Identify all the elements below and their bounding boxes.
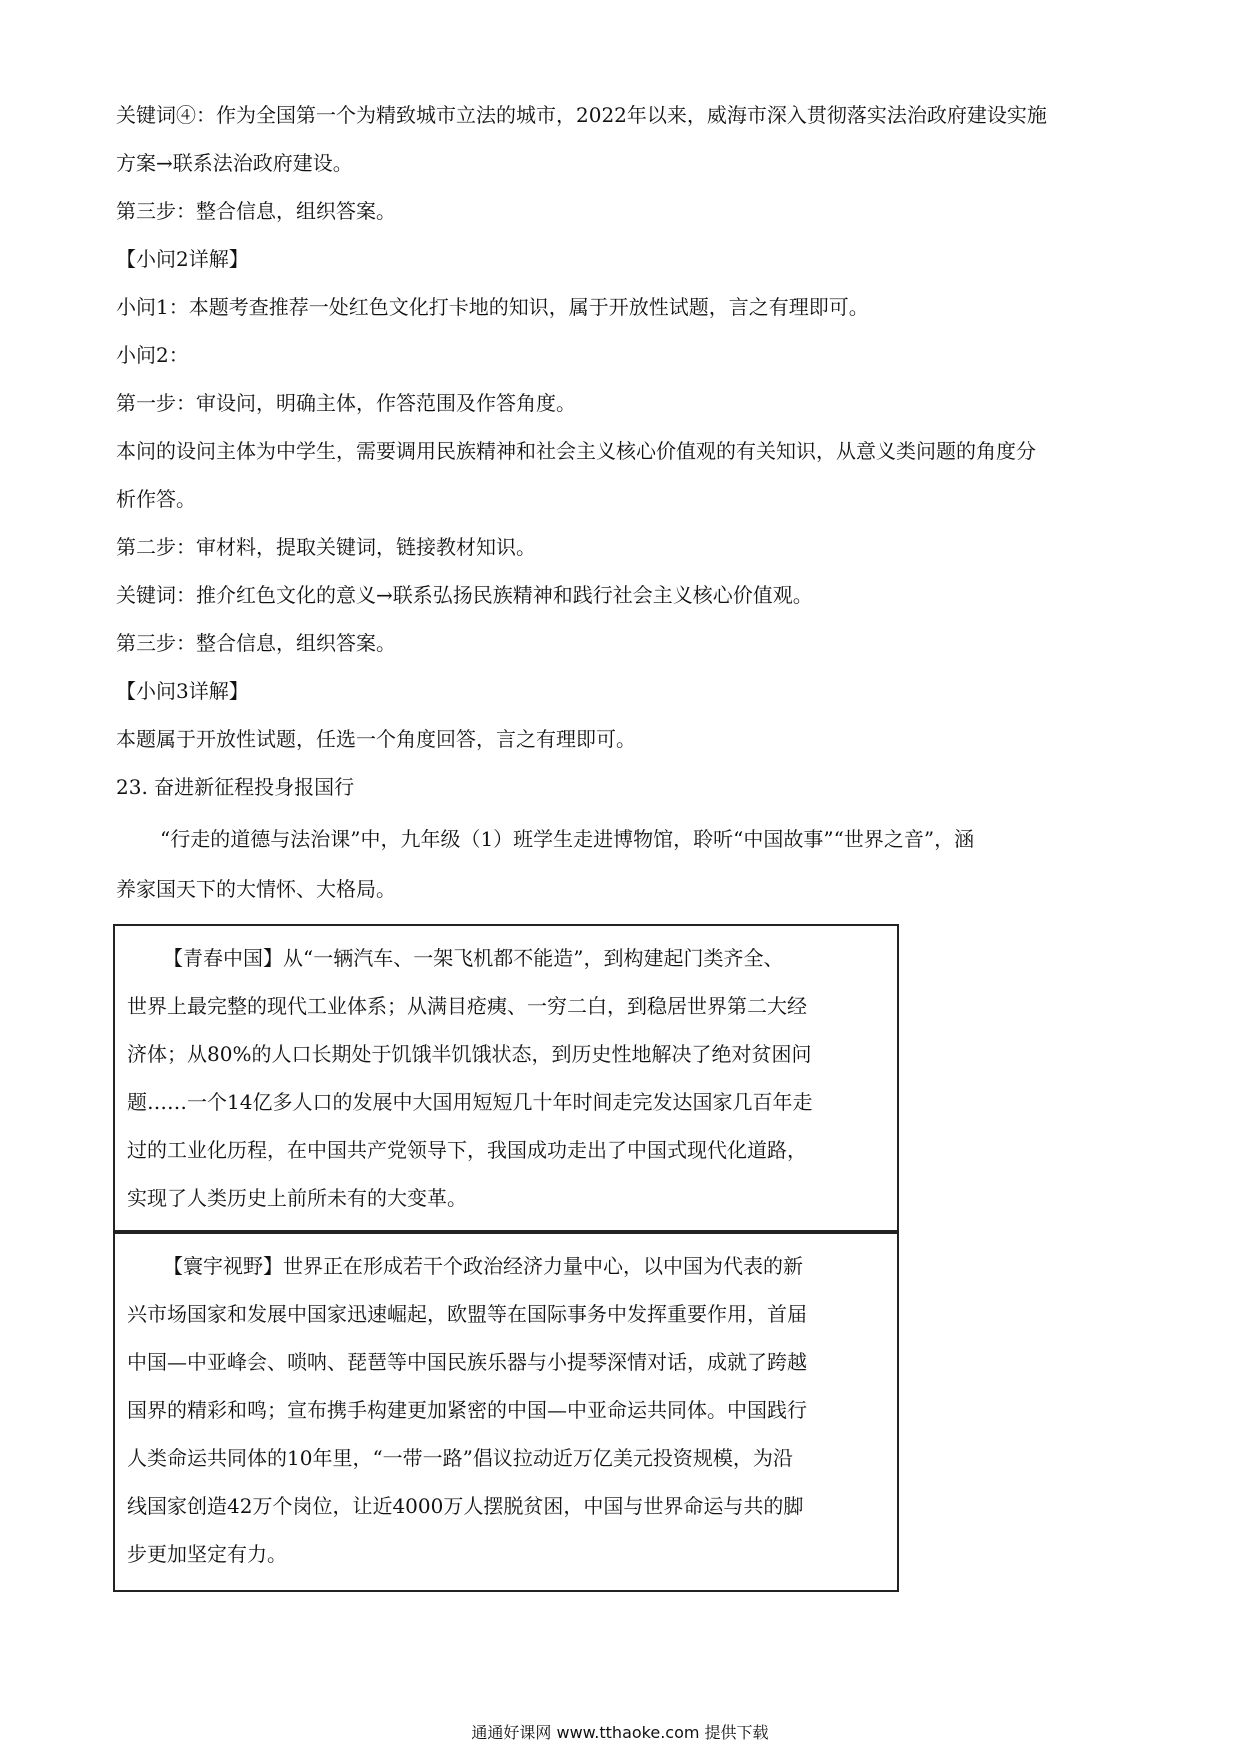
text-line: 第三步：整合信息，组织答案。 <box>116 631 396 655</box>
box-line: 步更加坚定有力。 <box>127 1542 287 1566</box>
box-line: 兴市场国家和发展中国家迅速崛起，欧盟等在国际事务中发挥重要作用，首届 <box>127 1302 807 1326</box>
text-line: 第二步：审材料，提取关键词，链接教材知识。 <box>116 535 536 559</box>
text-line: 本题属于开放性试题，任选一个角度回答，言之有理即可。 <box>116 727 636 751</box>
text-line: 小问1：本题考查推荐一处红色文化打卡地的知识，属于开放性试题，言之有理即可。 <box>116 295 869 319</box>
box-line: 世界上最完整的现代工业体系；从满目疮痍、一穷二白，到稳居世界第二大经 <box>127 994 807 1018</box>
text-line: 养家国天下的大情怀、大格局。 <box>116 877 396 901</box>
box-line: 题……一个14亿多人口的发展中大国用短短几十年时间走完发达国家几百年走 <box>127 1090 813 1114</box>
box-line: 人类命运共同体的10年里，“一带一路”倡议拉动近万亿美元投资规模，为沿 <box>127 1446 793 1470</box>
text-line: 方案→联系法治政府建设。 <box>116 151 353 175</box>
material-box-global-vision <box>113 1232 899 1592</box>
text-line: 小问2： <box>116 343 189 367</box>
question-title: 23. 奋进新征程投身报国行 <box>116 775 355 799</box>
box-line: 济体；从80%的人口长期处于饥饿半饥饿状态，到历史性地解决了绝对贫困问 <box>127 1042 812 1066</box>
text-line: 关键词④：作为全国第一个为精致城市立法的城市，2022年以来，威海市深入贯彻落实法治政府建设实施 <box>116 103 1047 127</box>
box-line: 过的工业化历程，在中国共产党领导下，我国成功走出了中国式现代化道路， <box>127 1138 807 1162</box>
box-line: 线国家创造42万个岗位，让近4000万人摆脱贫困，中国与世界命运与共的脚 <box>127 1494 804 1518</box>
text-line: 关键词：推介红色文化的意义→联系弘扬民族精神和践行社会主义核心价值观。 <box>116 583 813 607</box>
box-line: 中国—中亚峰会、唢呐、琵琶等中国民族乐器与小提琴深情对话，成就了跨越 <box>127 1350 807 1374</box>
box-line: 【寰宇视野】世界正在形成若干个政治经济力量中心，以中国为代表的新 <box>163 1254 803 1278</box>
page-footer: 通通好课网 www.tthaoke.com 提供下载 <box>471 1723 769 1742</box>
text-line: 本问的设问主体为中学生，需要调用民族精神和社会主义核心价值观的有关知识，从意义类问题的角度分 <box>116 439 1036 463</box>
text-line: 析作答。 <box>116 487 196 511</box>
text-line: 第三步：整合信息，组织答案。 <box>116 199 396 223</box>
text-line: “行走的道德与法治课”中，九年级（1）班学生走进博物馆，聆听“中国故事”“世界之音”，涵 <box>160 827 975 851</box>
box-line: 国界的精彩和鸣；宣布携手构建更加紧密的中国—中亚命运共同体。中国践行 <box>127 1398 807 1422</box>
text-line: 第一步：审设问，明确主体，作答范围及作答角度。 <box>116 391 576 415</box>
box-line: 实现了人类历史上前所未有的大变革。 <box>127 1186 467 1210</box>
section-heading: 【小问3详解】 <box>116 679 249 703</box>
section-heading: 【小问2详解】 <box>116 247 249 271</box>
material-box-youth-china <box>113 924 899 1232</box>
box-line: 【青春中国】从“一辆汽车、一架飞机都不能造”，到构建起门类齐全、 <box>163 946 784 970</box>
